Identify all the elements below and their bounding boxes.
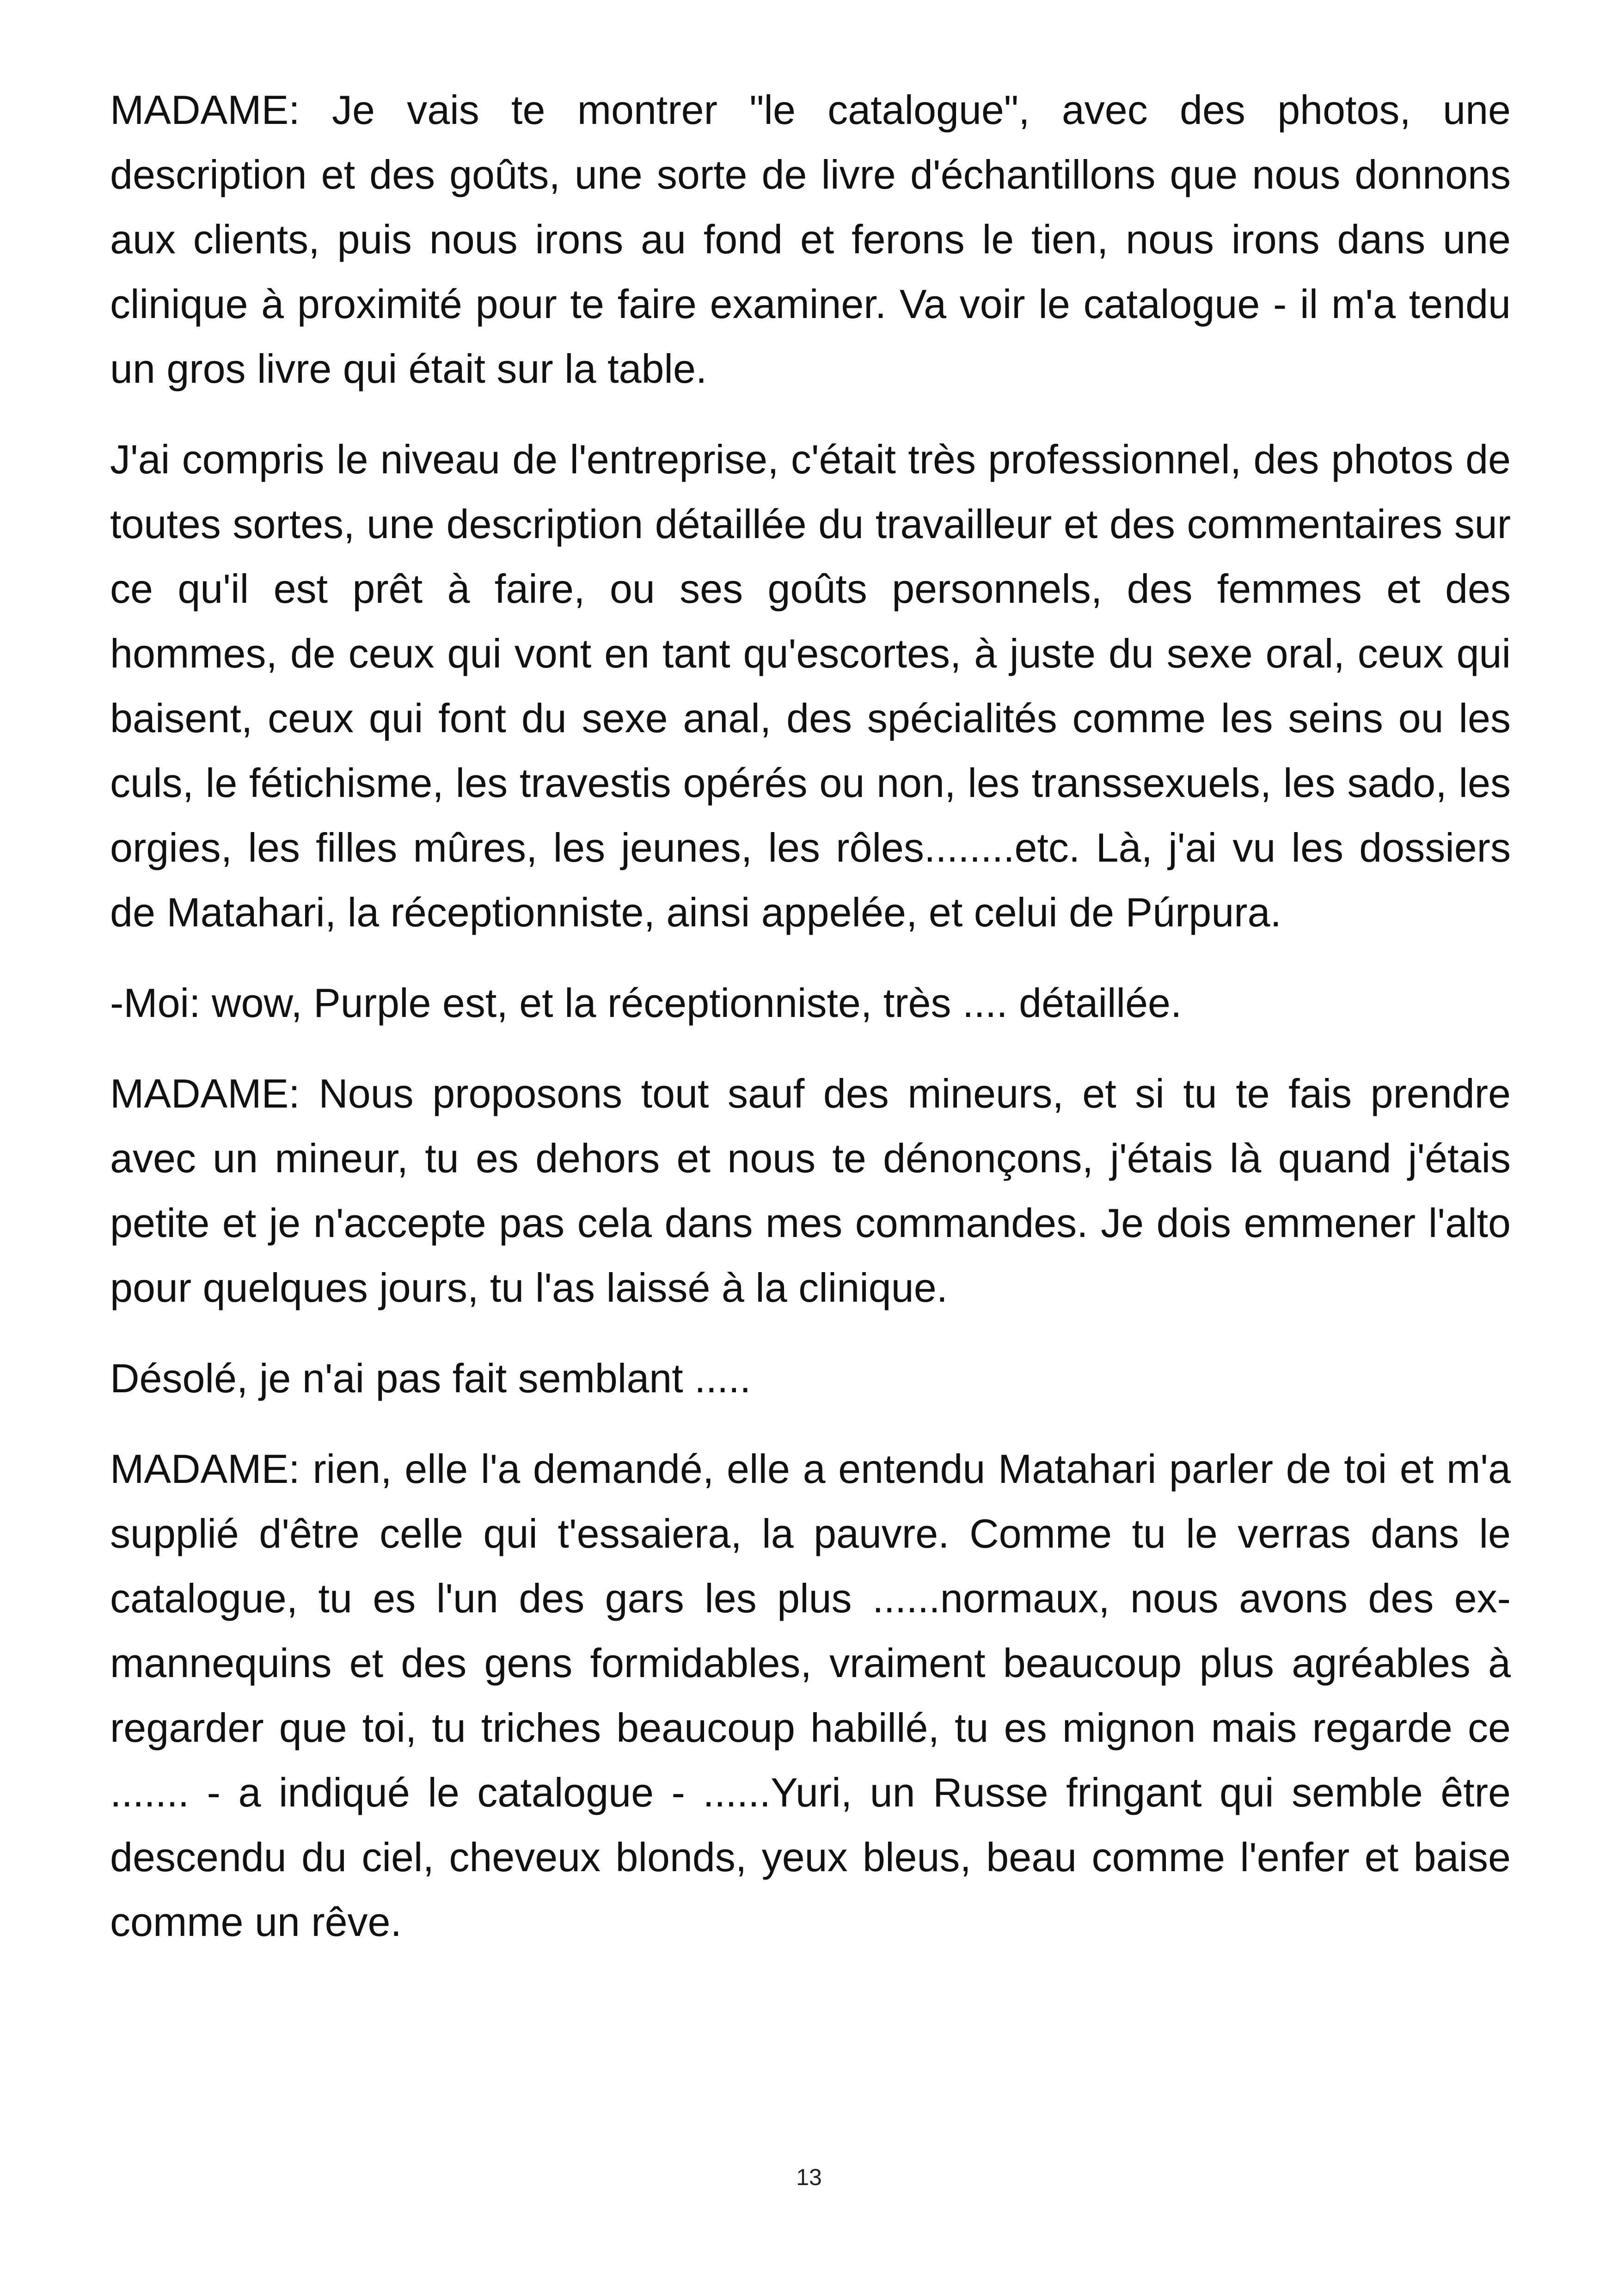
paragraph: Désolé, je n'ai pas fait semblant ..... xyxy=(110,1355,751,1401)
paragraph: J'ai compris le niveau de l'entreprise, c'était très professionnel, des photos de toutes sortes, une description détaillée du travailleur et des commentaires sur ce qu'il est prêt à faire, ou ses goûts personnels, des femmes et des hommes, de ceux qui vont en tant qu'escortes, à juste du sexe oral, ceux qui baisent, ceux qui font du sexe anal, des spécialités comme les seins ou les culs, le fétichisme, les travestis opérés ou non, les transsexuels, les sado, les orgies, les filles mûres, les jeunes, les rôles........etc. Là, j'ai vu les dossiers de Matahari, la réceptionniste, ainsi appelée, et celui de Púrpura. xyxy=(110,436,1511,935)
page-number: 13 xyxy=(796,2164,822,2190)
paragraph: -Moi: wow, Purple est, et la réceptionniste, très .... détaillée. xyxy=(110,980,1182,1026)
paragraph: MADAME: Je vais te montrer "le catalogue", avec des photos, une description et des goûts, une sorte de livre d'échantillons que nous donnons aux clients, puis nous irons au fond et ferons le tien, nous irons dans une clinique à proximité pour te faire examiner. Va voir le catalogue - il m'a tendu un gros livre qui était sur la table. xyxy=(110,87,1511,392)
text-body xyxy=(110,78,1511,1980)
paragraph: MADAME: Nous proposons tout sauf des mineurs, et si tu te fais prendre avec un mineur, tu es dehors et nous te dénonçons, j'étais là quand j'étais petite et je n'accepte pas cela dans mes commandes. Je dois emmener l'alto pour quelques jours, tu l'as laissé à la clinique. xyxy=(110,1071,1511,1310)
paragraph: MADAME: rien, elle l'a demandé, elle a entendu Matahari parler de toi et m'a supplié d'être celle qui t'essaiera, la pauvre. Comme tu le verras dans le catalogue, tu es l'un des gars les plus ......normaux, nous avons des ex-mannequins et des gens formidables, vraiment beaucoup plus agréables à regarder que toi, tu triches beaucoup habillé, tu es mignon mais regarde ce ....... - a indiqué le catalogue - ......Yuri, un Russe fringant qui semble être descendu du ciel, cheveux blonds, yeux bleus, beau comme l'enfer et baise comme un rêve. xyxy=(110,1446,1511,1945)
